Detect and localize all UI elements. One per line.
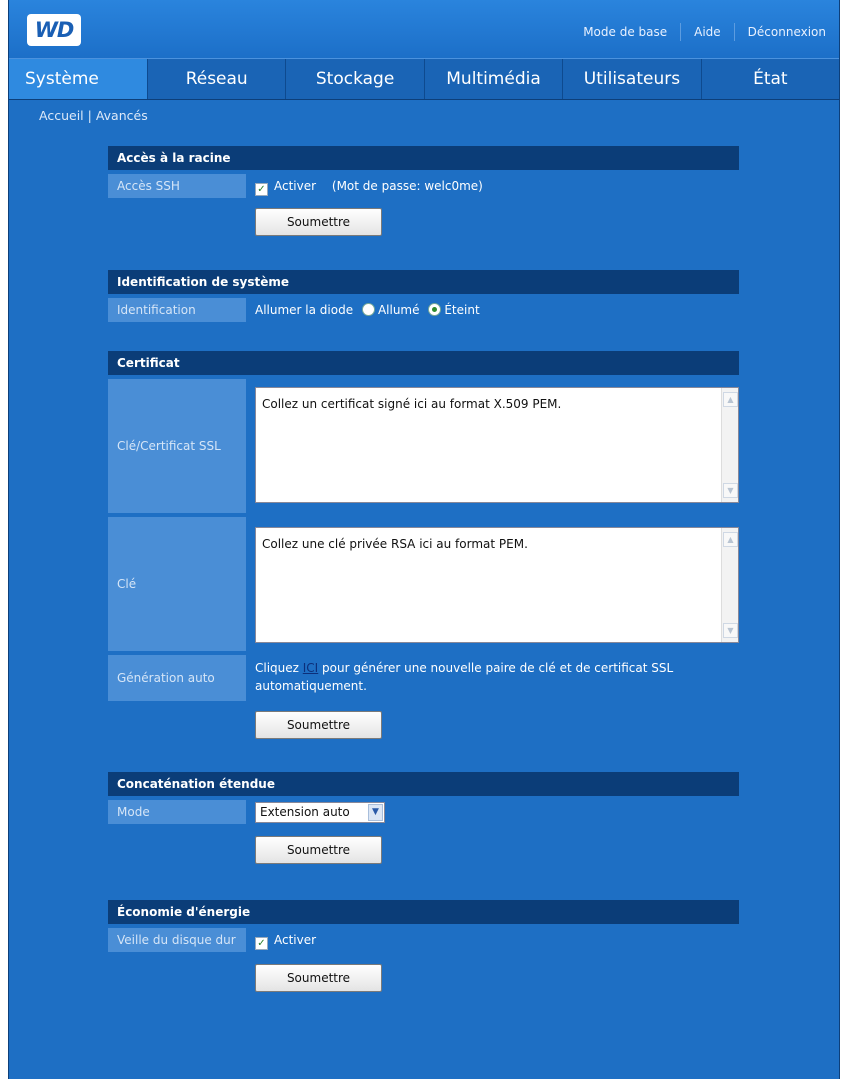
ssh-field xyxy=(255,179,483,196)
tab-network[interactable]: Réseau xyxy=(148,59,286,99)
ssl-cert-scrollbar[interactable] xyxy=(721,388,738,502)
led-on-label: Allumé xyxy=(377,303,420,317)
sleep-label: Veille du disque dur xyxy=(108,928,246,952)
led-on-radio[interactable] xyxy=(362,303,375,316)
breadcrumb-home[interactable]: Accueil xyxy=(39,108,84,123)
key-label: Clé xyxy=(108,517,246,651)
mode-label: Mode xyxy=(108,800,246,824)
sleep-enable-label: Activer xyxy=(274,933,317,947)
section-title: Concaténation étendue xyxy=(108,772,739,796)
breadcrumb-separator: | xyxy=(87,108,92,123)
wd-logo: WD xyxy=(27,14,81,46)
root-access-section xyxy=(108,146,739,266)
section-title: Accès à la racine xyxy=(108,146,739,170)
power-submit-button[interactable]: Soumettre xyxy=(255,964,382,992)
system-id-section xyxy=(108,270,739,324)
tab-users[interactable]: Utilisateurs xyxy=(563,59,701,99)
autogen-post-text: pour générer une nouvelle paire de clé et de certificat SSL automatiquement. xyxy=(255,661,674,693)
chevron-down-icon[interactable]: ▼ xyxy=(368,804,383,821)
key-scrollbar[interactable] xyxy=(721,528,738,642)
autogen-text xyxy=(255,659,735,695)
ssl-cert-placeholder: Collez un certificat signé ici au format X.509 PEM. xyxy=(262,397,562,411)
mode-select[interactable] xyxy=(255,802,385,823)
app-frame xyxy=(8,0,840,1079)
ssh-enable-checkbox[interactable]: ✓ xyxy=(255,183,268,196)
help-link[interactable]: Aide xyxy=(694,24,721,39)
ssh-label: Accès SSH xyxy=(108,174,246,198)
ssh-enable-label: Activer xyxy=(274,179,317,193)
spanning-section xyxy=(108,772,739,892)
main-nav xyxy=(9,58,839,100)
scroll-down-icon[interactable]: ▼ xyxy=(723,623,738,638)
tab-status[interactable]: État xyxy=(753,69,788,89)
key-textarea[interactable] xyxy=(255,527,739,643)
scroll-down-icon[interactable]: ▼ xyxy=(723,483,738,498)
header xyxy=(9,0,839,58)
section-title: Identification de système xyxy=(108,270,739,294)
led-text: Allumer la diode xyxy=(255,303,354,317)
ssh-password-note: (Mot de passe: welc0me) xyxy=(331,179,483,193)
identification-field xyxy=(255,303,480,317)
section-title: Économie d'énergie xyxy=(108,900,739,924)
sleep-field xyxy=(255,933,316,950)
section-title: Certificat xyxy=(108,351,739,375)
sleep-enable-checkbox[interactable]: ✓ xyxy=(255,937,268,950)
certificate-section xyxy=(108,351,739,765)
certificate-submit-button[interactable]: Soumettre xyxy=(255,711,382,739)
tab-storage[interactable]: Stockage xyxy=(286,59,424,99)
led-off-label: Éteint xyxy=(444,303,480,317)
tab-multimedia[interactable]: Multimédia xyxy=(425,59,563,99)
breadcrumb xyxy=(39,108,148,123)
breadcrumb-advanced[interactable]: Avancés xyxy=(95,108,148,123)
header-links xyxy=(570,23,839,41)
scroll-up-icon[interactable]: ▲ xyxy=(723,392,738,407)
logout-link[interactable]: Déconnexion xyxy=(747,24,826,39)
ssl-cert-textarea[interactable] xyxy=(255,387,739,503)
autogen-link[interactable]: ICI xyxy=(302,661,319,675)
identification-label: Identification xyxy=(108,298,246,322)
basic-mode-link[interactable]: Mode de base xyxy=(583,24,668,39)
autogen-pre-text: Cliquez xyxy=(255,661,303,675)
autogen-label: Génération auto xyxy=(108,655,246,701)
led-off-radio[interactable] xyxy=(428,303,441,316)
power-section xyxy=(108,900,739,1020)
ssl-cert-label: Clé/Certificat SSL xyxy=(108,379,246,513)
key-placeholder: Collez une clé privée RSA ici au format PEM. xyxy=(262,537,528,551)
mode-value: Extension auto xyxy=(260,805,350,819)
scroll-up-icon[interactable]: ▲ xyxy=(723,532,738,547)
spanning-submit-button[interactable]: Soumettre xyxy=(255,836,382,864)
root-access-submit-button[interactable]: Soumettre xyxy=(255,208,382,236)
tab-system[interactable]: Système xyxy=(9,59,148,99)
